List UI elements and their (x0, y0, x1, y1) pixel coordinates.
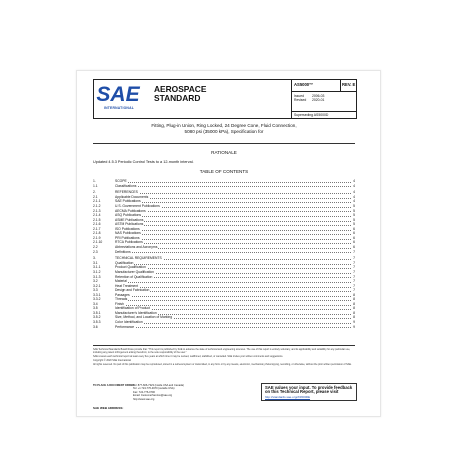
toc-entry-title: Definitions (115, 249, 131, 254)
sae-logo-tagline: INTERNATIONAL (103, 106, 135, 110)
toc-entry-number: 2.1.1 (93, 199, 101, 204)
order-contact-details (133, 384, 184, 401)
fine-print-paragraph: SAE Technical Standards Board Rules provide that: "This report is published by SAE to advance the state of technical and engineering sciences. The use of this report is entirely voluntary, and its applicability and suitability for any particular use, including any patent infringement arising therefrom, is the sole responsibility of the user." (93, 348, 351, 355)
toc-entry-number: 3.5.2 (93, 315, 101, 320)
toc-entry-title: Qualification (115, 260, 134, 265)
revision-label: REV. E (342, 82, 356, 87)
rationale-heading: RATIONALE (211, 150, 237, 155)
toc-entry-title: Color Identification (115, 320, 143, 324)
toc-entry-title: Heat Treatment (115, 283, 139, 288)
toc-entry-title: Manufacturer Qualification (115, 269, 155, 274)
toc-entry-number: 2.1.5 (93, 217, 101, 222)
contact-email[interactable]: Email: CustomerService@sae.org (133, 394, 173, 398)
contact-phone: Tel: +1 724-776-4970 (outside USA) (133, 387, 175, 391)
toc-entry-page: 6 (353, 240, 355, 245)
document-title-line2: 5080 psi (35000 kPa), Specification for (184, 129, 264, 134)
feedback-line: on this Technical Report, please visit (265, 388, 339, 394)
toc-entry-number: 2.1.3 (93, 208, 101, 213)
toc-entry-number: 1.1 (93, 183, 98, 188)
toc-entry-title: Abbreviations and Acronyms (115, 244, 158, 249)
toc-entry-number: 2.1.10 (93, 240, 103, 245)
toc-entry-title: Size, Method, and Location of Marking (115, 315, 173, 320)
toc-entry-title: Design and Fabrication (115, 288, 150, 293)
revised-label: Revised (294, 98, 307, 103)
divider (93, 345, 355, 346)
fine-print-paragraph: All rights reserved. No part of this publication may be reproduced, stored in a retrieval system or transmitted, in any form or by any means, electronic, mechanical, photocopying, recording, or otherwise, without the prior written permission of SAE. (93, 363, 352, 367)
toc-entry-title: Retention of Qualification (115, 274, 153, 279)
toc-entry-title: SAE Publications (115, 199, 141, 204)
divider (291, 80, 292, 118)
toc-entry-page: 9 (353, 324, 355, 329)
issue-dates (294, 94, 324, 103)
toc-entry-number: 3.6 (93, 324, 98, 329)
toc-entry-number: 2.1.9 (93, 235, 101, 240)
toc-entry-number: 3.3.2 (93, 297, 101, 302)
toc-entry-number: 3.5.3 (93, 320, 101, 324)
contact-web[interactable]: http://www.sae.org (133, 397, 155, 401)
toc-entry-title: Finish (115, 301, 124, 306)
divider (93, 143, 355, 144)
toc-entry-page: 4 (353, 190, 355, 195)
toc-entry-page: 4 (353, 194, 355, 199)
toc-entry-title-wrap (115, 184, 137, 189)
contact-phone: Tel: 877-606-7323 (inside USA and Canada) (133, 384, 184, 387)
toc-entry-page: 7 (353, 249, 355, 254)
toc-entry-title: Applicable Documents (115, 194, 149, 199)
toc-entry-page: 6 (353, 226, 355, 231)
issued-date: 2006-03 (312, 94, 325, 98)
toc-entry-title: AECMA Publications (115, 208, 146, 213)
fine-print-paragraph: SAE reviews each technical report at least every five years at which time it may be revised, reaffirmed, stabilized, or cancelled. SAE invites your written comments and suggestions. (93, 355, 284, 359)
standard-type-title (154, 85, 284, 103)
toc-entry-number: 3.1.1 (93, 265, 101, 270)
toc-entry-page: 7 (353, 288, 355, 293)
sae-logo (96, 82, 140, 114)
toc-entry-number: 2.1.7 (93, 226, 101, 231)
divider (291, 91, 356, 92)
toc-entry-title: ISO Publications (115, 226, 140, 231)
feedback-box (261, 383, 357, 401)
divider (340, 80, 341, 91)
toc-entry-page: 4 (353, 179, 355, 183)
toc-entry-title: ASME Publications (115, 217, 144, 222)
toc-entry-number: 2. (93, 190, 96, 195)
sae-logo-mark (96, 82, 140, 106)
toc-entry-title: NAS Publications (115, 231, 141, 236)
toc-entry-title-wrap (115, 325, 135, 330)
toc-entry-title: TECHNICAL REQUIREMENTS (115, 256, 162, 261)
toc-entry-page: 5 (353, 213, 355, 218)
toc-entry-title: Identification of Product (115, 306, 150, 311)
toc-entry-page: 6 (353, 231, 355, 236)
rationale-text: Updated 4.5.3 Periodic Control Tests to a 12-month interval. (93, 160, 194, 164)
toc-entry[interactable] (93, 325, 355, 330)
toc-entry-number: 3.1.3 (93, 274, 101, 279)
toc-entry-page: 8 (353, 297, 355, 302)
document-number: AS5000™ (294, 82, 314, 87)
toc-entry-number: 1. (93, 179, 96, 183)
toc-entry-page: 7 (353, 256, 355, 261)
toc-entry-title: REFERENCES (115, 190, 138, 195)
toc-entry-title: Material (115, 279, 127, 284)
toc-entry-page: 7 (353, 265, 355, 270)
toc-entry-page: 6 (353, 244, 355, 249)
toc-entry-number: 3.1.2 (93, 269, 101, 274)
toc-entry-number: 3.2.1 (93, 283, 101, 288)
toc-entry-title: Performance (115, 324, 135, 329)
toc-entry-page: 6 (353, 235, 355, 240)
toc-entry-title: ASTM Publications (115, 222, 144, 227)
toc-entry-number: 3.1 (93, 260, 98, 265)
toc-entry-page: 8 (353, 315, 355, 320)
toc-entry-title: Classifications (115, 183, 137, 188)
fine-print (93, 348, 355, 366)
toc-entry-number: 3.4 (93, 301, 98, 306)
footer-web-address: SAE WEB ADDRESS: (93, 406, 124, 410)
toc-entry-number: 2.1.6 (93, 222, 101, 227)
toc-entry-number: 2.3 (93, 249, 98, 254)
toc-entry-page: 7 (353, 260, 355, 265)
toc-entry-page: 4 (353, 199, 355, 204)
toc-entry-title: Product Qualification (115, 265, 146, 270)
revised-date: 2020-01 (312, 98, 325, 103)
toc-entry-title: RTCA Publications (115, 240, 143, 245)
toc-entry-page: 5 (353, 204, 355, 209)
toc-entry-page: 7 (353, 283, 355, 288)
feedback-link[interactable]: http://standards.sae.org/AS5000E (265, 394, 311, 399)
superseding-note: Superseding AS5000D (294, 112, 329, 117)
toc-entry-title: Threads (115, 297, 128, 302)
toc-entry-number: 3.3.1 (93, 292, 101, 297)
feedback-text (265, 390, 338, 395)
toc-entry-title: Passages (115, 292, 130, 297)
toc-entry-page: 8 (353, 310, 355, 315)
table-of-contents (93, 179, 355, 329)
document-page (76, 70, 381, 417)
toc-entry-number: 2.1.4 (93, 213, 101, 218)
toc-entry-page: 4 (353, 183, 355, 188)
toc-entry-page: 5 (353, 222, 355, 227)
document-title (93, 123, 355, 135)
toc-entry[interactable] (93, 250, 355, 255)
toc-entry-title: U.S. Government Publications (115, 204, 160, 209)
standard-title-line1: AEROSPACE (154, 84, 207, 94)
document-title-line1: Fitting, Plug-in Union, Ring Locked, 24 Degree Cone, Fluid Connection, (151, 123, 297, 128)
toc-entry-number: 2.2 (93, 244, 98, 249)
issued-label: Issued (294, 94, 304, 98)
toc-entry-page: 9 (353, 320, 355, 324)
toc-heading: TABLE OF CONTENTS (199, 169, 249, 174)
toc-entry-number: 2.1 (93, 194, 98, 199)
toc-entry-number: 2.1.8 (93, 231, 101, 236)
toc-entry-page: 7 (353, 269, 355, 274)
toc-entry-page: 8 (353, 306, 355, 311)
toc-entry-number: 2.1.2 (93, 204, 101, 209)
toc-entry-number: 3.2 (93, 279, 98, 284)
toc-entry-title: SCOPE (115, 179, 127, 183)
copyright-line: Copyright © 2020 SAE International (93, 359, 131, 363)
toc-entry-title: ASQ Publications (115, 213, 142, 218)
title-block (93, 79, 357, 119)
toc-entry-title-wrap (115, 250, 132, 255)
contact-fax: Fax: 724-776-0790 (133, 390, 155, 394)
toc-entry-page: 5 (353, 208, 355, 213)
order-contact-label: TO PLACE A DOCUMENT ORDER: (93, 384, 136, 387)
toc-entry[interactable] (93, 184, 355, 189)
toc-entry-page: 8 (353, 301, 355, 306)
standard-title-line2: STANDARD (154, 93, 201, 103)
toc-entry-title: Manufacturer's Identification (115, 310, 157, 315)
sae-logo-letters: SAE (96, 83, 140, 106)
toc-entry-number: 3.5 (93, 306, 98, 311)
feedback-line: SAE values your input. To provide feedback (265, 384, 353, 390)
toc-entry-number: 3. (93, 256, 96, 261)
toc-entry-page: 8 (353, 292, 355, 297)
toc-entry-number: 3.3 (93, 288, 98, 293)
toc-entry-number: 3.5.1 (93, 310, 101, 315)
toc-entry-page: 7 (353, 279, 355, 284)
toc-entry-page: 5 (353, 217, 355, 222)
toc-entry-title: PRI Publications (115, 235, 140, 240)
toc-entry-page: 7 (353, 274, 355, 279)
